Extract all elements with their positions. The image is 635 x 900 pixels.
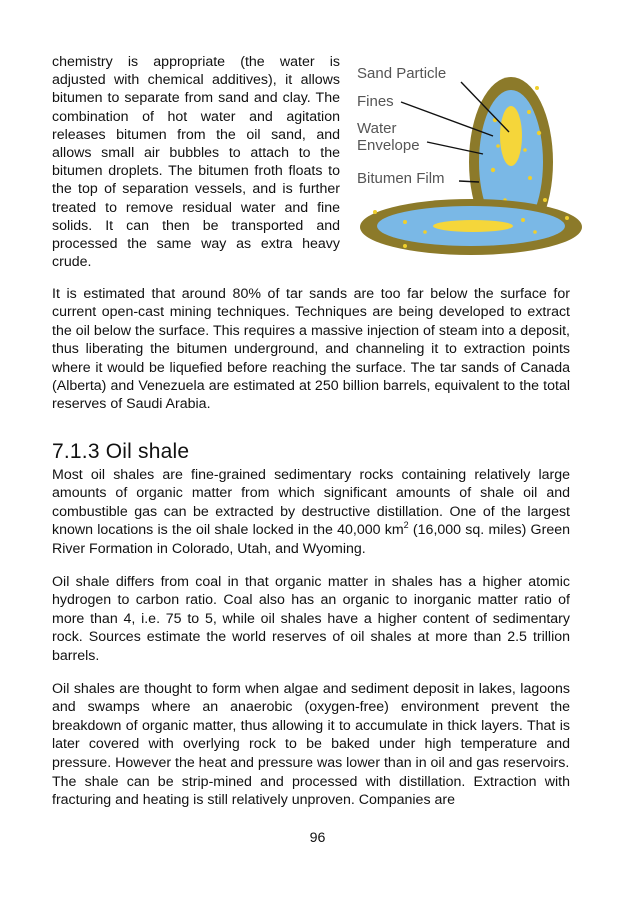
section-heading: 7.1.3 Oil shale: [52, 440, 190, 463]
paragraph-tar-sands-extraction: It is estimated that around 80% of tar sands are too far below the surface for current open-cast mining techniques. Techniques are being developed to extract the oil below the surface. This requires a massive injection of steam into a deposit, thus liberating the bitumen underground, and channeling it to extraction points where it would be liquefied before reaching the surface. The tar sands of Canada (Alberta) and Venezuela are estimated at 250 billion barrels, equivalent to the total reserves of Saudi Arabia.: [52, 286, 570, 413]
label-envelope: Envelope: [357, 137, 420, 154]
paragraph-shale-vs-coal: Oil shale differs from coal in that organic matter in shales has a higher atomic hydrogen to carbon ratio. Coal also has an organic to inorganic matter ratio of more than 4, i.e. 75 to 5, while oil shales have a higher content of sedimentary rock. Sources estimate the world reserves of oil shales at more than 2.5 trillion barrels.: [52, 574, 570, 664]
label-bitumen-film: Bitumen Film: [357, 170, 445, 187]
label-sand-particle: Sand Particle: [357, 65, 447, 82]
page-number: 96: [309, 830, 326, 846]
label-water: Water: [357, 120, 397, 137]
paragraph-oil-shale-intro: [52, 466, 570, 558]
paragraph-shale-formation: Oil shales are thought to form when algae and sediment deposit in lakes, lagoons and swamps where an anaerobic (oxygen-free) environment prevent the breakdown of organic matter, thus allowing it to accumulate in thick layers. That is later covered with overlying rock to be baked under high temperature and pressure. However the heat and pressure was lower than in oil and gas reservoirs.: [52, 681, 570, 771]
diagram-svg: [345, 50, 585, 270]
oil-sand-particle-diagram: [345, 50, 585, 270]
paragraph-2-text-a: Most oil shales are fine-grained sedimentary rocks containing relatively large amounts of organic matter from which significant amounts of shale oil and combustible gas can be extracted by destructive distillation. One of the largest known locations is the oil shale locked in the 40,000 km: [52, 467, 570, 539]
sand-particle: [500, 106, 522, 166]
paragraph-2-text-b: (16,000 sq. miles) Green River Formation in Colorado, Utah, and Wyoming.: [52, 522, 570, 557]
intro-paragraph: chemistry is appropriate (the water is adjusted with chemical additives), it allows bitumen to separate from sand and clay. The combination of hot water and agitation releases bitumen from the oil sand, and allows small air bubbles to attach to the bitumen droplets. The bitumen froth floats to the top of separation vessels, and is further treated to remove residual water and fine solids. It can then be transported and processed the same way as extra heavy crude.: [52, 54, 340, 271]
paragraph-shale-extraction: The shale can be strip-mined and processed with distillation. Extraction with fracturing and heating is still relatively unproven. Companies are: [52, 774, 570, 809]
label-fines: Fines: [357, 93, 394, 110]
flat-sand-particle: [433, 220, 513, 232]
superscript: 2: [403, 520, 409, 531]
